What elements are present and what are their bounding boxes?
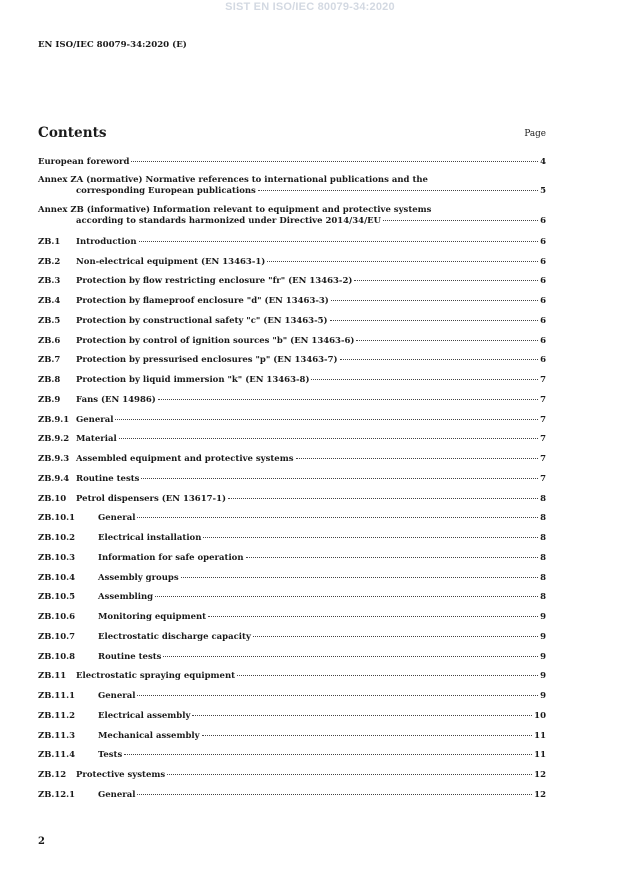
- toc-entry-title: Assembly groups: [98, 572, 179, 583]
- watermark: SIST EN ISO/IEC 80079-34:2020: [225, 1, 395, 13]
- toc-entry-title: Protection by constructional safety "c" (EN 13463-5): [76, 315, 328, 326]
- toc-entry-page: 9: [540, 651, 546, 662]
- toc-entry[interactable]: [38, 334, 546, 354]
- dot-leader: [203, 537, 538, 538]
- toc-entry-number: ZB.9: [38, 394, 61, 405]
- toc-entry-number: Annex ZB: [38, 204, 84, 215]
- toc-entry-number: ZB.4: [38, 296, 61, 306]
- toc-entry-page: 5: [540, 185, 546, 196]
- toc-entry[interactable]: [38, 472, 546, 492]
- toc-entry[interactable]: [38, 709, 546, 729]
- dot-leader: [115, 419, 538, 420]
- footer-page-number: 2: [38, 836, 45, 847]
- dot-leader: [131, 161, 538, 162]
- toc-entry-page: 7: [540, 414, 546, 425]
- toc-entry-page: 6: [540, 355, 546, 366]
- dot-leader: [228, 498, 538, 499]
- toc-entry-page: 7: [540, 434, 546, 445]
- toc-entry-number: ZB.10.2: [38, 533, 76, 543]
- toc-entry[interactable]: [38, 205, 546, 235]
- toc-entry[interactable]: [38, 393, 546, 413]
- toc-entry-number: ZB.10.1: [38, 513, 76, 524]
- toc-entry-page: 8: [540, 513, 546, 524]
- toc-entry-page: 8: [540, 493, 546, 504]
- toc-entry-number: ZB.2: [38, 256, 61, 267]
- toc-entry[interactable]: [38, 274, 546, 294]
- toc-entry-page: 7: [540, 375, 546, 385]
- toc-entry[interactable]: [38, 531, 546, 551]
- toc-entry-page: 9: [540, 671, 546, 682]
- toc-entry-title: Protective systems: [76, 770, 166, 780]
- toc-entry-page: 10: [534, 710, 546, 721]
- contents-title: Contents: [38, 125, 107, 141]
- toc-entry[interactable]: [38, 373, 546, 393]
- toc-entry-title: Information for safe operation: [98, 552, 244, 563]
- toc-entry-number: ZB.12.1: [38, 789, 76, 800]
- toc-entry-number: ZB.9.2: [38, 434, 70, 445]
- dot-leader: [331, 300, 538, 301]
- toc-entry-page: 7: [540, 454, 546, 464]
- toc-entry-page: 11: [534, 730, 546, 741]
- dot-leader: [246, 557, 539, 558]
- dot-leader: [253, 636, 538, 637]
- toc-entry-title: Fans (EN 14986): [76, 394, 156, 405]
- toc-entry[interactable]: [38, 610, 546, 630]
- toc-entry-page: 12: [534, 770, 546, 780]
- toc-entry[interactable]: [38, 413, 546, 433]
- dot-leader: [258, 190, 538, 191]
- toc-entry-number: ZB.11.2: [38, 710, 76, 721]
- toc-entry[interactable]: [38, 748, 546, 768]
- toc-entry-title: Protection by control of ignition sources "b" (EN 13463-6): [76, 335, 355, 346]
- toc-entry[interactable]: [38, 689, 546, 709]
- dot-leader: [267, 261, 538, 262]
- dot-leader: [137, 695, 538, 696]
- toc-entry-number: ZB.11.4: [38, 750, 76, 761]
- toc-entry-page: 6: [540, 315, 546, 326]
- toc-entry-title-line1: (informative) Information relevant to equipment and protective systems: [86, 204, 432, 215]
- toc-entry[interactable]: [38, 175, 546, 205]
- toc-entry[interactable]: [38, 729, 546, 749]
- dot-leader: [208, 616, 538, 617]
- toc-entry-page: 6: [540, 296, 546, 306]
- toc-entry[interactable]: [38, 630, 546, 650]
- toc-entry-number: Annex ZA: [38, 174, 84, 185]
- toc-entry-title: Electrical assembly: [98, 710, 191, 721]
- dot-leader: [311, 379, 538, 380]
- toc-entry-title-line1: (normative) Normative references to international publications and the: [86, 174, 428, 185]
- toc-entry-title: Routine tests: [76, 473, 140, 484]
- toc-entry[interactable]: [38, 669, 546, 689]
- toc-entry-title: Routine tests: [98, 651, 162, 662]
- dot-leader: [356, 340, 538, 341]
- toc-entry-page: 8: [540, 572, 546, 583]
- toc-entry-title: Non-electrical equipment (EN 13463-1): [76, 256, 266, 267]
- toc-entry-number: ZB.1: [38, 236, 61, 247]
- dot-leader: [119, 438, 538, 439]
- toc-entry-title: Monitoring equipment: [98, 612, 207, 622]
- dot-leader: [137, 517, 538, 518]
- toc-entry-number: ZB.10.4: [38, 572, 76, 583]
- dot-leader: [296, 458, 539, 459]
- toc-entry-page: 9: [540, 631, 546, 642]
- toc-entry-number: ZB.8: [38, 375, 61, 385]
- dot-leader: [181, 577, 538, 578]
- toc-entry[interactable]: [38, 314, 546, 334]
- toc-entry[interactable]: [38, 294, 546, 314]
- dot-leader: [192, 715, 532, 716]
- toc-entry-number: ZB.9.3: [38, 454, 70, 464]
- toc-entry-page: 6: [540, 236, 546, 247]
- toc-entry-page: 9: [540, 612, 546, 622]
- toc-entry-title: Electrostatic discharge capacity: [98, 631, 251, 642]
- toc-entry-page: 6: [540, 215, 546, 226]
- dot-leader: [167, 774, 532, 775]
- toc-entry-number: ZB.9.4: [38, 473, 70, 484]
- dot-leader: [141, 478, 538, 479]
- toc-entry-title: Protection by flow restricting enclosure "fr" (EN 13463-2): [76, 276, 353, 287]
- toc-entry[interactable]: [38, 255, 546, 275]
- toc-entry-title: General: [98, 691, 136, 701]
- toc-entry[interactable]: [38, 511, 546, 531]
- toc-entry-number: ZB.10.3: [38, 552, 76, 563]
- toc-entry-number: ZB.10.7: [38, 631, 76, 642]
- dot-leader: [340, 359, 539, 360]
- toc-entry-title: Electrostatic spraying equipment: [76, 671, 236, 682]
- dot-leader: [202, 735, 533, 736]
- dot-leader: [155, 596, 538, 597]
- toc-entry-number: ZB.5: [38, 315, 61, 326]
- toc-entry[interactable]: [38, 768, 546, 788]
- toc-entry-title: Protection by liquid immersion "k" (EN 13463-8): [76, 375, 310, 385]
- toc-entry[interactable]: [38, 590, 546, 610]
- dot-leader: [237, 675, 538, 676]
- toc-entry[interactable]: [38, 571, 546, 591]
- toc-entry-title: General: [98, 513, 136, 524]
- toc-entry-title: Assembled equipment and protective systems: [76, 454, 294, 464]
- toc-entry-page: 9: [540, 691, 546, 701]
- dot-leader: [330, 320, 539, 321]
- toc-entry-page: 12: [534, 789, 546, 800]
- toc-entry-page: 6: [540, 256, 546, 267]
- toc-entry-title: General: [76, 414, 114, 425]
- toc-entry-title: Assembling: [98, 592, 154, 603]
- toc-entry[interactable]: [38, 235, 546, 255]
- toc-entry-title-line2: corresponding European publications: [76, 185, 256, 196]
- dot-leader: [139, 241, 539, 242]
- toc-entry-title: Petrol dispensers (EN 13617-1): [76, 493, 227, 504]
- toc-entry[interactable]: [38, 155, 546, 175]
- toc-entry-number: ZB.3: [38, 276, 61, 287]
- dot-leader: [137, 794, 532, 795]
- toc-entry-number: ZB.10.8: [38, 651, 76, 662]
- toc-entry-title: European foreword: [38, 157, 130, 167]
- dot-leader: [354, 280, 538, 281]
- toc-entry-number: ZB.12: [38, 770, 67, 780]
- toc-entry-number: ZB.10.6: [38, 612, 76, 622]
- toc-entry[interactable]: [38, 551, 546, 571]
- document-id: EN ISO/IEC 80079-34:2020 (E): [38, 40, 187, 50]
- toc-entry-page: 7: [540, 394, 546, 405]
- toc-entry-page: 11: [534, 750, 546, 761]
- toc-entry-title: General: [98, 789, 136, 800]
- toc-entry[interactable]: [38, 788, 546, 808]
- toc-entry-page: 8: [540, 533, 546, 543]
- toc-entry-title: Protection by flameproof enclosure "d" (EN 13463-3): [76, 296, 329, 306]
- toc-entry-title: Introduction: [76, 236, 137, 247]
- toc-entry-page: 4: [540, 157, 546, 167]
- toc-entry-number: ZB.11.3: [38, 730, 76, 741]
- dot-leader: [383, 220, 538, 221]
- table-of-contents: [38, 155, 546, 808]
- toc-entry-title: Mechanical assembly: [98, 730, 200, 741]
- toc-entry-page: 6: [540, 335, 546, 346]
- toc-entry[interactable]: [38, 492, 546, 512]
- toc-entry[interactable]: [38, 452, 546, 472]
- toc-entry-number: ZB.10.5: [38, 592, 76, 603]
- toc-entry-page: 7: [540, 473, 546, 484]
- page-column-header: Page: [524, 129, 546, 139]
- dot-leader: [158, 399, 538, 400]
- toc-entry-number: ZB.11: [38, 671, 67, 682]
- toc-entry-number: ZB.10: [38, 493, 67, 504]
- toc-entry-title-line2: according to standards harmonized under Directive 2014/34/EU: [76, 215, 382, 226]
- toc-entry-number: ZB.11.1: [38, 691, 76, 701]
- toc-entry-title: Tests: [98, 750, 123, 761]
- toc-entry[interactable]: [38, 650, 546, 670]
- toc-entry[interactable]: [38, 432, 546, 452]
- toc-entry-page: 8: [540, 592, 546, 603]
- toc-entry[interactable]: [38, 353, 546, 373]
- dot-leader: [124, 754, 532, 755]
- dot-leader: [163, 656, 538, 657]
- toc-entry-title: Material: [76, 434, 117, 445]
- toc-entry-number: ZB.9.1: [38, 414, 70, 425]
- toc-entry-number: ZB.7: [38, 355, 61, 366]
- toc-entry-page: 6: [540, 276, 546, 287]
- toc-entry-page: 8: [540, 552, 546, 563]
- toc-entry-number: ZB.6: [38, 335, 61, 346]
- toc-entry-title: Electrical installation: [98, 533, 202, 543]
- toc-entry-title: Protection by pressurised enclosures "p" (EN 13463-7): [76, 355, 338, 366]
